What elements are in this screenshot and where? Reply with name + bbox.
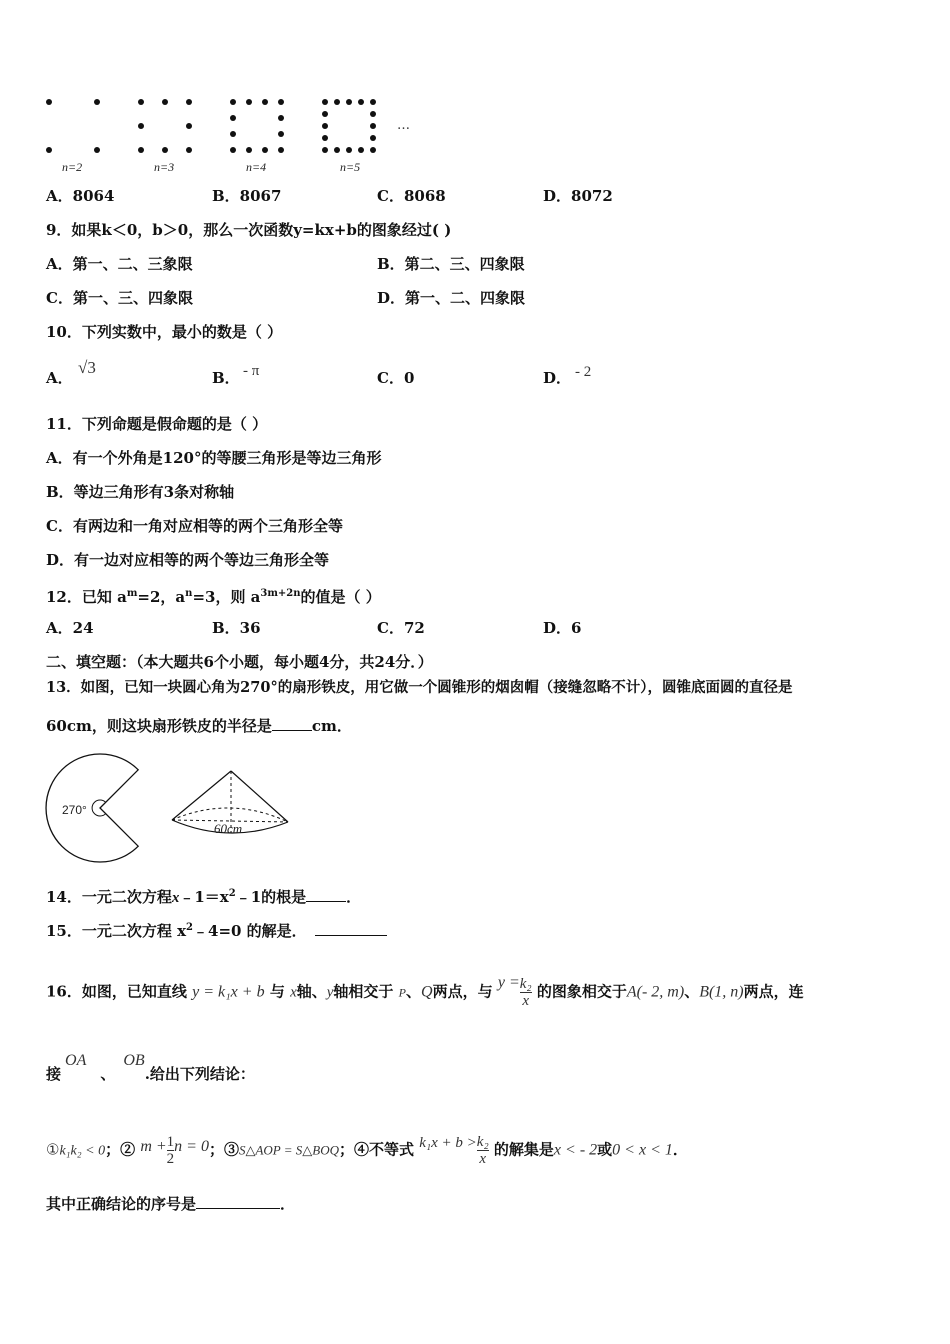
q16-line2-a: 接 bbox=[46, 1065, 62, 1083]
q16-c4-sol1: x < - 2 bbox=[553, 1141, 598, 1159]
q16-c1-mark: ① bbox=[46, 1142, 60, 1159]
dots-label-n5: n=5 bbox=[340, 160, 361, 174]
q12-option-d: D．6 bbox=[543, 619, 582, 637]
q16-c4-num: k₂ bbox=[476, 1134, 489, 1150]
q11-option-c: C．有两边和一角对应相等的两个三角形全等 bbox=[46, 517, 343, 535]
q9-option-a: A．第一、二、三象限 bbox=[46, 255, 193, 273]
dots-ellipsis: … bbox=[397, 118, 410, 133]
q13-line1: 13．如图，已知一块圆心角为270°的扇形铁皮，用它做一个圆锥形的烟囱帽（接缝忽略不计），圆锥底面圆的直径是 bbox=[46, 679, 793, 696]
q15-sup: 2 bbox=[186, 922, 194, 933]
q16-final-a: 其中正确结论的序号是 bbox=[46, 1195, 197, 1213]
q14-answer-blank[interactable] bbox=[306, 887, 346, 902]
q14-sup: 2 bbox=[228, 888, 236, 899]
dots-n5 bbox=[322, 99, 376, 153]
q16-x-axis: x bbox=[290, 984, 297, 1001]
dots-label-n3: n=3 bbox=[154, 160, 175, 174]
q10-option-d-label: D． bbox=[543, 369, 572, 387]
q16-c4-frac bbox=[477, 1134, 489, 1167]
q12-sup-n: n bbox=[185, 588, 193, 599]
q16-c4-end: ． bbox=[672, 1140, 688, 1159]
q16-sep2: 、 bbox=[684, 982, 700, 1001]
dots-n3 bbox=[138, 99, 192, 153]
q10-option-a bbox=[46, 368, 73, 388]
q16-b: 与 bbox=[269, 982, 285, 1001]
q16-d: 轴相交于 bbox=[333, 982, 394, 1001]
q16-oa: OA bbox=[65, 1052, 87, 1069]
q16-final bbox=[46, 1194, 295, 1214]
q10-option-c: C．0 bbox=[377, 369, 415, 387]
q13-line2 bbox=[46, 716, 352, 736]
q12-option-c: C．72 bbox=[377, 619, 425, 637]
q8-option-d: D．8072 bbox=[543, 187, 613, 205]
q10-neg-2: - 2 bbox=[575, 364, 592, 380]
dots-n4 bbox=[230, 99, 284, 153]
cone-right-edge bbox=[231, 771, 288, 822]
q16-f: 的图象相交于 bbox=[536, 982, 627, 1001]
q16-c3: S△AOP = S△BOQ bbox=[238, 1142, 340, 1158]
q15-answer-blank[interactable] bbox=[315, 921, 387, 936]
q16-c4-or: 或 bbox=[597, 1140, 613, 1159]
q16-c2-a: m + bbox=[140, 1137, 167, 1155]
q9-option-d: D．第一、二、四象限 bbox=[377, 289, 526, 307]
q11-option-d: D．有一边对应相等的两个等边三角形全等 bbox=[46, 551, 330, 569]
q10-option-a-label: A． bbox=[46, 369, 73, 387]
q16-q: Q bbox=[421, 983, 433, 1001]
q10-stem: 10．下列实数中，最小的数是（ ） bbox=[46, 323, 283, 341]
q12-stem-d: 的值是（ ） bbox=[300, 588, 381, 606]
q16-final-b: ． bbox=[280, 1195, 296, 1213]
q14-f: ． bbox=[346, 888, 362, 906]
q16-line2-b: .给出下列结论： bbox=[144, 1065, 255, 1083]
q16-c4-sol2: 0 < x < 1 bbox=[612, 1141, 673, 1159]
sector-figure bbox=[40, 750, 150, 870]
q16-c2-b: n = 0 bbox=[174, 1137, 209, 1155]
q16-a: 16．如图，已知直线 bbox=[46, 982, 187, 1001]
q16-line-eq: y = k₁x + b bbox=[192, 983, 265, 1001]
dots-n2 bbox=[46, 99, 100, 153]
q10-sqrt3: √3 bbox=[78, 358, 96, 377]
q12-stem-c: =3，则 a bbox=[192, 588, 261, 606]
q16-point-a: A(- 2, m) bbox=[626, 983, 685, 1001]
q16-c1: k₁k₂ < 0 bbox=[59, 1143, 106, 1159]
q10-option-b-label: B． bbox=[212, 369, 240, 387]
q11-stem: 11．下列命题是假命题的是（ ） bbox=[46, 415, 268, 433]
q16-semi3: ；④不等式 bbox=[339, 1140, 415, 1159]
dots-pattern-figure bbox=[40, 95, 420, 161]
q16-line2 bbox=[46, 1052, 255, 1085]
q12-option-a: A．24 bbox=[46, 619, 94, 637]
q11-option-b: B．等边三角形有3条对称轴 bbox=[46, 483, 235, 501]
q16-g: 两点，连 bbox=[743, 982, 804, 1001]
q16-c2-den: 2 bbox=[166, 1151, 175, 1167]
q9-option-c: C．第一、三、四象限 bbox=[46, 289, 193, 307]
q16-semi1: ；② bbox=[105, 1140, 136, 1159]
q12-stem bbox=[46, 584, 381, 607]
q13-answer-blank[interactable] bbox=[272, 716, 312, 731]
cone-diameter-label: 60cm bbox=[214, 821, 243, 836]
q15-a: 15．一元二次方程 x bbox=[46, 922, 187, 940]
q15-text bbox=[46, 918, 387, 941]
q16-curve-den: x bbox=[522, 993, 530, 1009]
q16-semi2: ；③ bbox=[208, 1140, 239, 1159]
q16-ob: OB bbox=[123, 1052, 145, 1069]
q14-e: ﹣1的根是 bbox=[235, 888, 307, 906]
q16-c: 轴、 bbox=[296, 982, 327, 1001]
q16-answer-blank[interactable] bbox=[196, 1194, 280, 1209]
q16-y-axis: y bbox=[326, 984, 334, 1001]
q9-stem: 9．如果k＜0，b＞0，那么一次函数y=kx+b的图象经过( ) bbox=[46, 221, 452, 239]
q13-line2b: cm． bbox=[311, 717, 352, 735]
q8-option-c: C．8068 bbox=[377, 187, 446, 205]
dots-label-n2: n=2 bbox=[62, 160, 83, 174]
q14-x: x bbox=[171, 890, 180, 906]
q16-p: P bbox=[398, 985, 407, 1000]
q12-option-b: B．36 bbox=[212, 619, 261, 637]
q16-curve-num: k₂ bbox=[519, 976, 532, 992]
q16-c4-den: x bbox=[479, 1151, 487, 1167]
sector-angle-arc bbox=[92, 800, 106, 816]
q10-neg-pi: - π bbox=[243, 363, 260, 379]
q12-sup-exp: 3m+2n bbox=[260, 588, 301, 599]
q11-option-a: A．有一个外角是120°的等腰三角形是等边三角形 bbox=[46, 449, 382, 467]
q16-conclusions bbox=[46, 1134, 688, 1167]
q13-line2a: 60cm，则这块扇形铁皮的半径是 bbox=[46, 717, 272, 735]
q16-curve-lhs: y = bbox=[497, 973, 520, 991]
q8-option-b: B．8067 bbox=[212, 187, 282, 205]
q16-curve-frac bbox=[520, 976, 532, 1009]
dots-label-n4: n=4 bbox=[246, 160, 267, 174]
q12-sup-m: m bbox=[126, 588, 138, 599]
q16-c4-lhs: k₁x + b > bbox=[419, 1134, 477, 1151]
cone-left-edge bbox=[172, 771, 231, 820]
q14-c: ﹣1＝x bbox=[179, 888, 229, 906]
q16-sep: 、 bbox=[406, 982, 422, 1001]
q14-a: 14．一元二次方程 bbox=[46, 888, 172, 906]
q16-c2-num: 1 bbox=[166, 1134, 175, 1150]
section2-title: 二、填空题：（本大题共6个小题，每小题4分，共24分．） bbox=[46, 653, 433, 671]
q16-line1 bbox=[46, 973, 804, 1009]
q16-e: 两点，与 bbox=[432, 982, 493, 1001]
q16-line2-sep: 、 bbox=[100, 1065, 116, 1083]
q10-option-d bbox=[543, 368, 571, 388]
q14-text bbox=[46, 884, 361, 908]
q16-c4-text: 的解集是 bbox=[493, 1140, 554, 1159]
sector-angle-label: 270° bbox=[62, 803, 87, 817]
q12-stem-a: 12．已知 a bbox=[46, 588, 127, 606]
q16-point-b: B(1, n) bbox=[699, 983, 744, 1001]
q8-option-a: A．8064 bbox=[46, 187, 115, 205]
cone-base-back bbox=[172, 808, 288, 822]
q9-option-b: B．第二、三、四象限 bbox=[377, 255, 525, 273]
q15-c: ﹣4=0 的解是． bbox=[193, 922, 307, 940]
q12-stem-b: =2，a bbox=[137, 588, 186, 606]
q10-option-b bbox=[212, 368, 240, 388]
